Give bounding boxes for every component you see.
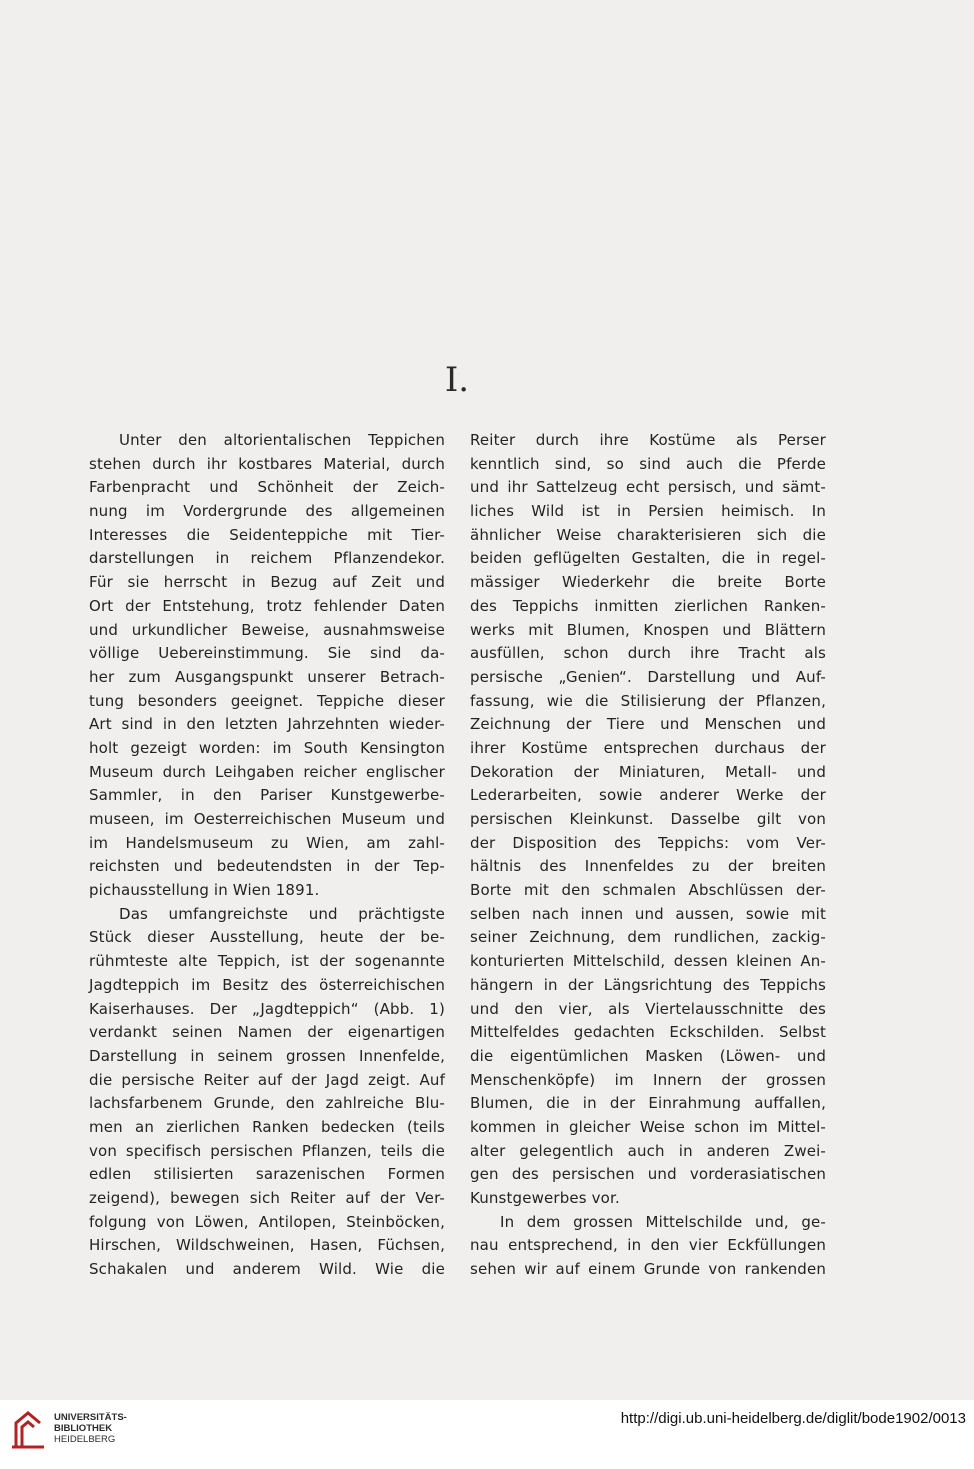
text-line: alter gelegentlich auch in anderen Zwei- bbox=[470, 1141, 826, 1160]
text-line: Farbenpracht und Schönheit der Zeich- bbox=[89, 478, 445, 497]
text-line: verdankt seinen Namen der eigenartigen bbox=[89, 1023, 445, 1042]
text-line: die persische Reiter auf der Jagd zeigt. Auf bbox=[89, 1070, 445, 1089]
text-line: museen, im Oesterreichischen Museum und bbox=[89, 810, 445, 828]
text-line: hältnis des Innenfeldes zu der breiten bbox=[470, 857, 826, 876]
text-line: fassung, wie die Stilisierung der Pflanzen, bbox=[470, 691, 826, 710]
text-line: edlen stilisierten sarazenischen Formen bbox=[89, 1165, 445, 1184]
text-column-left bbox=[89, 429, 445, 1282]
text-line: die eigentümlichen Masken (Löwen- und bbox=[470, 1046, 826, 1065]
text-line: und ihr Sattelzeug echt persisch, und sämt- bbox=[470, 478, 826, 497]
text-line: Museum durch Leihgaben reicher englischer bbox=[89, 762, 445, 781]
text-line: mässiger Wiederkehr die breite Borte bbox=[470, 573, 826, 592]
library-name-line1: UNIVERSITÄTS- bbox=[54, 1412, 127, 1423]
text-line: im Handelsmuseum zu Wien, am zahl- bbox=[89, 833, 445, 852]
text-line: hängern in der Längsrichtung des Teppichs bbox=[470, 975, 826, 994]
text-line: Sammler, in den Pariser Kunstgewerbe- bbox=[89, 786, 445, 805]
text-line: sehen wir auf einem Grunde von rankenden bbox=[470, 1260, 826, 1279]
text-line: her zum Ausgangspunkt unserer Betrach- bbox=[89, 667, 445, 686]
text-line: beiden geflügelten Gestalten, die in regel- bbox=[470, 549, 826, 568]
text-line: nau entsprechend, in den vier Eckfüllungen bbox=[470, 1236, 826, 1255]
text-line: kenntlich sind, so sind auch die Pferde bbox=[470, 454, 826, 473]
text-line: seiner Zeichnung, dem rundlichen, zackig- bbox=[470, 928, 826, 947]
text-line: Darstellung in seinem grossen Innenfelde, bbox=[89, 1046, 445, 1065]
text-line: von specifisch persischen Pflanzen, teils die bbox=[89, 1141, 445, 1160]
text-line: Schakalen und anderem Wild. Wie die bbox=[89, 1260, 445, 1279]
text-line: werks mit Blumen, Knospen und Blättern bbox=[470, 620, 826, 639]
library-name bbox=[54, 1412, 127, 1445]
chapter-numeral: I. bbox=[444, 360, 470, 400]
text-line: Mittelfeldes gedachten Eckschilden. Selbst bbox=[470, 1023, 826, 1042]
text-line: und den vier, als Viertelausschnitte des bbox=[470, 999, 826, 1018]
footer-bar bbox=[0, 1400, 974, 1469]
text-line: völlige Uebereinstimmung. Sie sind da- bbox=[89, 644, 445, 663]
text-line: Das umfangreichste und prächtigste bbox=[119, 904, 445, 923]
text-line: men an zierlichen Ranken bedecken (teils bbox=[89, 1117, 445, 1136]
text-line: In dem grossen Mittelschilde und, ge- bbox=[500, 1212, 826, 1231]
text-line: gen des persischen und vorderasiatischen bbox=[470, 1165, 826, 1184]
text-line: Reiter durch ihre Kostüme als Perser bbox=[470, 431, 826, 449]
text-line: des Teppichs inmitten zierlichen Ranken- bbox=[470, 596, 826, 615]
text-line: darstellungen in reichem Pflanzendekor. bbox=[89, 549, 445, 568]
text-line: Jagdteppich im Besitz des österreichischen bbox=[89, 975, 445, 994]
text-line: tung besonders geeignet. Teppiche dieser bbox=[89, 691, 445, 710]
text-line: stehen durch ihr kostbares Material, durch bbox=[89, 454, 445, 473]
text-line: ähnlicher Weise charakterisieren sich die bbox=[470, 525, 826, 544]
text-line: liches Wild ist in Persien heimisch. In bbox=[470, 502, 826, 521]
text-line: Stück dieser Ausstellung, heute der be- bbox=[89, 928, 445, 947]
text-line: konturierten Mittelschild, dessen kleinen An- bbox=[470, 952, 826, 971]
text-line: selben nach innen und aussen, sowie mit bbox=[470, 904, 826, 923]
text-line: Für sie herrscht in Bezug auf Zeit und bbox=[89, 573, 445, 592]
text-line: ausfüllen, schon durch ihre Tracht als bbox=[470, 644, 826, 663]
text-line: persischen Kleinkunst. Dasselbe gilt von bbox=[470, 810, 826, 828]
text-line: reichsten und bedeutendsten in der Tep- bbox=[89, 857, 445, 876]
text-line: lachsfarbenem Grunde, den zahlreiche Blu- bbox=[89, 1094, 445, 1113]
text-line: der Disposition des Teppichs: vom Ver- bbox=[470, 833, 826, 852]
text-line: Borte mit den schmalen Abschlüssen der- bbox=[470, 881, 826, 900]
text-line: Art sind in den letzten Jahrzehnten wieder- bbox=[89, 715, 445, 734]
text-line: persische „Genien“. Darstellung und Auf- bbox=[470, 667, 826, 686]
library-name-line3: HEIDELBERG bbox=[54, 1434, 116, 1445]
university-library-logo-icon bbox=[10, 1409, 46, 1449]
text-line: Kunstgewerbes vor. bbox=[470, 1189, 620, 1207]
text-line: Lederarbeiten, sowie anderer Werke der bbox=[470, 786, 826, 805]
text-line: Dekoration der Miniaturen, Metall- und bbox=[470, 762, 826, 781]
text-line: folgung von Löwen, Antilopen, Steinböcken, bbox=[89, 1212, 445, 1231]
text-line: kommen in gleicher Weise schon im Mittel- bbox=[470, 1117, 826, 1136]
text-line: und urkundlicher Beweise, ausnahmsweise bbox=[89, 620, 445, 639]
text-line: ihrer Kostüme entsprechen durchaus der bbox=[470, 738, 826, 757]
text-line: Ort der Entstehung, trotz fehlender Daten bbox=[89, 596, 445, 615]
library-name-line2: BIBLIOTHEK bbox=[54, 1423, 113, 1434]
text-line: Blumen, die in der Einrahmung auffallen, bbox=[470, 1094, 826, 1113]
text-line: Hirschen, Wildschweinen, Hasen, Füchsen, bbox=[89, 1236, 445, 1255]
text-line: zeigend), bewegen sich Reiter auf der Ver- bbox=[89, 1189, 445, 1207]
text-line: Unter den altorientalischen Teppichen bbox=[119, 431, 445, 449]
text-line: Zeichnung der Tiere und Menschen und bbox=[470, 715, 826, 734]
text-line: pichausstellung in Wien 1891. bbox=[89, 881, 320, 900]
text-line: holt gezeigt worden: im South Kensington bbox=[89, 738, 445, 757]
text-line: rühmteste alte Teppich, ist der sogenannte bbox=[89, 952, 445, 971]
document-url-link[interactable]: http://digi.ub.uni-heidelberg.de/diglit/bode1902/0013 bbox=[620, 1410, 966, 1427]
text-line: Kaiserhauses. Der „Jagdteppich“ (Abb. 1) bbox=[89, 999, 445, 1018]
text-line: Menschenköpfe) im Innern der grossen bbox=[470, 1070, 826, 1089]
text-line: nung im Vordergrunde des allgemeinen bbox=[89, 502, 445, 521]
text-line: Interesses die Seidenteppiche mit Tier- bbox=[89, 525, 445, 544]
text-column-right bbox=[470, 429, 826, 1282]
